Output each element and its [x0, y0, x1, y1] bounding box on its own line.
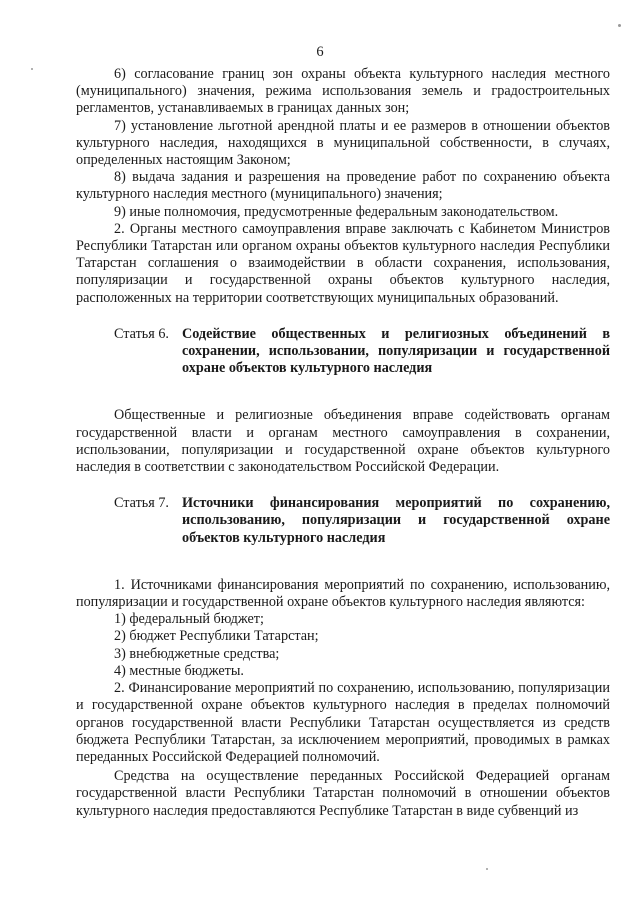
funding-source-item: 1) федеральный бюджет;	[114, 611, 264, 628]
funding-source-item: 4) местные бюджеты.	[114, 662, 244, 679]
article-6-title: Содействие общественных и религиозных объединений в сохранении, использовании, популяризации и государственной охране объектов культурного наследия	[182, 325, 610, 377]
article-7-number: Статья 7.	[114, 495, 169, 512]
list-item-6: 6) согласование границ зон охраны объекта культурного наследия местного (муниципального) значения, режима использования земель и градостроительных регламентов, устанавливаемых в границах данных зон;	[76, 66, 610, 117]
document-body	[76, 66, 610, 820]
article-6-number: Статья 6.	[114, 325, 169, 342]
spacer	[76, 557, 610, 577]
list-item-9: 9) иные полномочия, предусмотренные федеральным законодательством.	[114, 203, 559, 220]
list-item-7: 7) установление льготной арендной платы и ее размеров в отношении объектов культурного наследия, находящихся в муниципальной собственности, в случаях, определенных настоящим Законом;	[76, 117, 610, 169]
page-number: 6	[316, 44, 324, 60]
article-7-part-2: 2. Финансирование мероприятий по сохранению, использованию, популяризации и государственной охране объектов культурного наследия в пределах полномочий органов государственной власти Республики Татарстан осуществляется из средств бюджета Республики Татарстан, за исключением мероприятий, проводимых в рамках переданных Российской Федерацией полномочий.	[76, 680, 610, 765]
article-6-text: Общественные и религиозные объединения вправе содействовать органам государственной власти и органам местного самоуправления в сохранении, использовании, популяризации и государственной охране объектов культурного наследия в соответствии с законодательством Российской Федерации.	[76, 407, 610, 476]
article-7-title: Источники финансирования мероприятий по сохранению, использованию, популяризации и государственной охране объектов культурного наследия	[182, 495, 610, 546]
article-7-part-1: 1. Источниками финансирования мероприятий по сохранению, использованию, популяризации и государственной охране объектов культурного наследия являются:	[76, 576, 610, 611]
scan-speck	[31, 68, 33, 70]
article-7-heading	[76, 495, 610, 547]
spacer	[76, 387, 610, 407]
scan-speck	[618, 24, 621, 27]
list-item-8: 8) выдача задания и разрешения на проведение работ по сохранению объекта культурного наследия местного (муниципального) значения;	[76, 169, 610, 203]
article-6-heading	[76, 326, 610, 378]
scan-speck	[486, 868, 488, 870]
funding-source-item: 3) внебюджетные средства;	[114, 645, 280, 662]
paragraph-part-2: 2. Органы местного самоуправления вправе заключать с Кабинетом Министров Республики Татарстан или органом охраны объектов культурного наследия Республики Татарстан соглашения о взаимодействии в области сохранения, использования, популяризации и государственной охраны объектов культурного наследия, расположенных на территории соответствующих муниципальных образований.	[76, 220, 610, 306]
funding-source-item: 2) бюджет Республики Татарстан;	[114, 628, 319, 645]
article-7-part-3: Средства на осуществление переданных Российской Федерацией органам государственной власти Республики Татарстан полномочий в отношении объектов культурного наследия предоставляются Республике Татарстан в виде субвенций из	[76, 768, 610, 819]
